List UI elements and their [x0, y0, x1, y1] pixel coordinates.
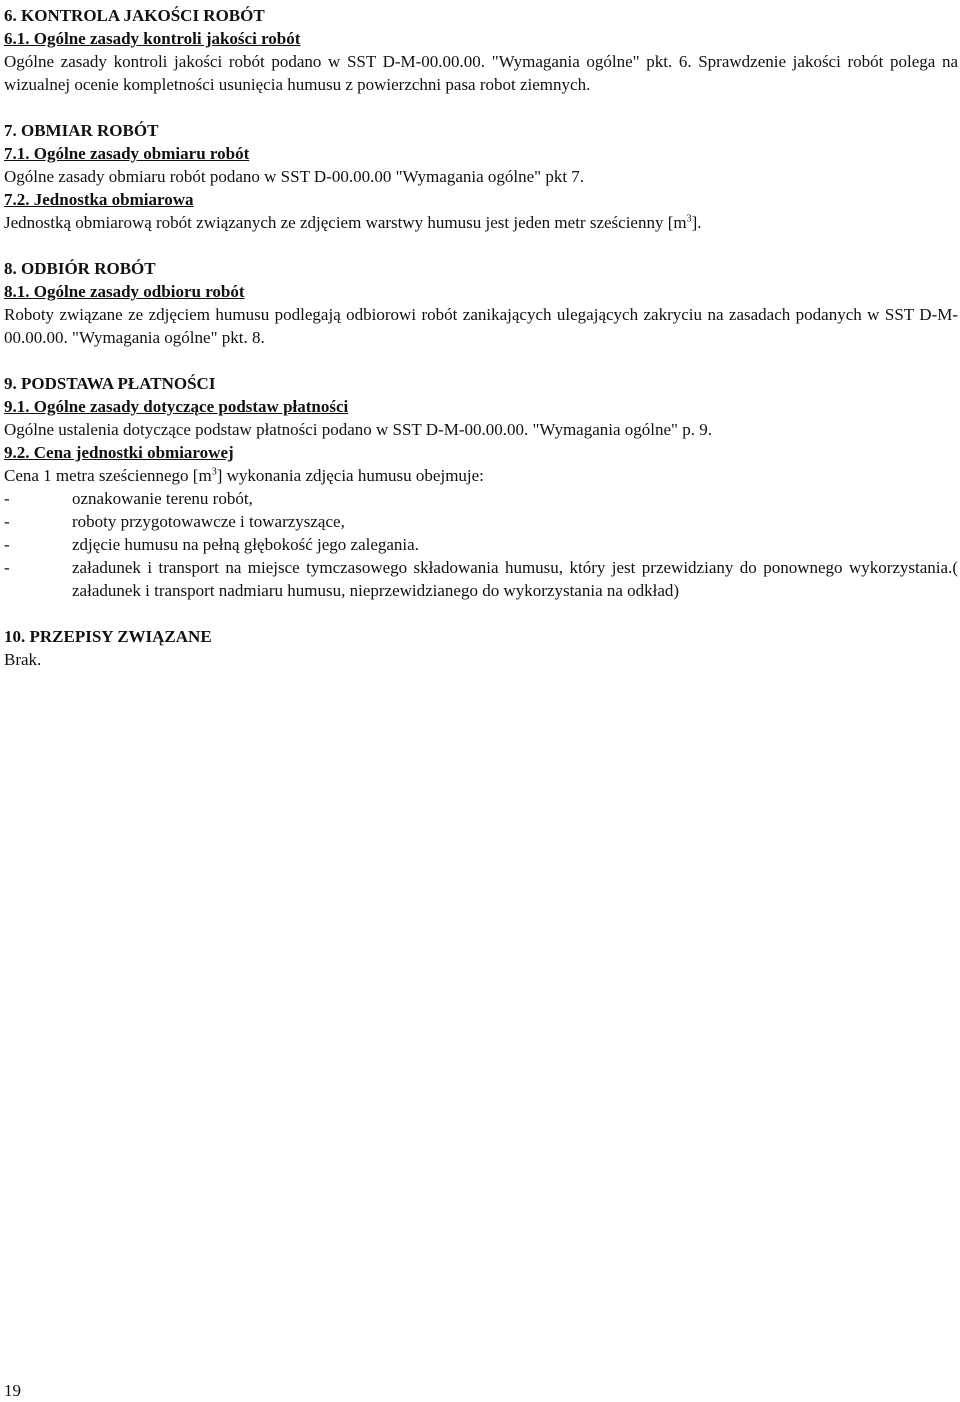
section-9-1-text: Ogólne ustalenia dotyczące podstaw płatności podano w SST D-M-00.00.00. "Wymagania ogólne" p. 9. [4, 420, 712, 439]
spacer [4, 96, 958, 119]
list-item-text: roboty przygotowawcze i towarzyszące, [72, 512, 345, 531]
section-8-1-text: Roboty związane ze zdjęciem humusu podlegają odbiorowi robót zanikających ulegających zakryciu na zasadach podanych w SST D-M-00.00.00. "Wymagania ogólne" pkt. 8. [4, 305, 958, 347]
list-item-text: zdjęcie humusu na pełną głębokość jego zalegania. [72, 535, 419, 554]
section-9-heading: 9. PODSTAWA PŁATNOŚCI [4, 374, 216, 393]
spacer [4, 234, 958, 257]
section-6-1-heading: 6.1. Ogólne zasady kontroli jakości robót [4, 29, 301, 48]
section-7-2-text-end: ]. [691, 213, 702, 232]
section-10-text: Brak. [4, 650, 42, 669]
section-6-1-text: Ogólne zasady kontroli jakości robót podano w SST D-M-00.00.00. "Wymagania ogólne" pkt. 6. Sprawdzenie jakości robót polega na wizualnej ocenie kompletności usunięcia humusu z powierzchni pasa robot ziemnych. [4, 52, 958, 94]
section-7-2-text-main: Jednostką obmiarową robót związanych ze zdjęciem warstwy humusu jest jeden metr sześcienny [m [4, 213, 687, 232]
section-6-heading: 6. KONTROLA JAKOŚCI ROBÓT [4, 6, 265, 25]
list-dash: - [4, 558, 10, 577]
section-7-heading: 7. OBMIAR ROBÓT [4, 121, 159, 140]
section-8-heading: 8. ODBIÓR ROBÓT [4, 259, 156, 278]
section-7-1-heading: 7.1. Ogólne zasady obmiaru robót [4, 144, 250, 163]
list-item [4, 510, 958, 533]
cubic-superscript: 3 [686, 213, 692, 225]
section-9-2-heading: 9.2. Cena jednostki obmiarowej [4, 443, 234, 462]
list-item-text: oznakowanie terenu robót, [72, 489, 253, 508]
list-dash: - [4, 535, 10, 554]
price-components-list [4, 487, 958, 602]
section-10-heading: 10. PRZEPISY ZWIĄZANE [4, 627, 212, 646]
section-7-2-text [4, 211, 958, 234]
section-9-1-heading: 9.1. Ogólne zasady dotyczące podstaw płatności [4, 397, 349, 416]
list-dash: - [4, 512, 10, 531]
section-8-1-heading: 8.1. Ogólne zasady odbioru robót [4, 282, 245, 301]
list-item [4, 533, 958, 556]
list-dash: - [4, 489, 10, 508]
list-item-text: załadunek i transport na miejsce tymczasowego składowania humusu, który jest przewidziany do ponownego wykorzystania.( załadunek i transport nadmiaru humusu, nieprzewidzianego do wykorzystania na odkład) [72, 558, 958, 600]
section-7-2-heading: 7.2. Jednostka obmiarowa [4, 190, 194, 209]
cubic-superscript: 3 [211, 466, 217, 478]
spacer [4, 349, 958, 372]
page-number: 19 [4, 1381, 21, 1400]
section-9-2-intro [4, 464, 958, 487]
document-page [4, 4, 958, 671]
list-item [4, 487, 958, 510]
section-7-1-text: Ogólne zasady obmiaru robót podano w SST D-00.00.00 "Wymagania ogólne" pkt 7. [4, 167, 585, 186]
list-item [4, 556, 958, 602]
section-9-2-intro-main: Cena 1 metra sześciennego [m [4, 466, 212, 485]
spacer [4, 602, 958, 625]
section-9-2-intro-end: ] wykonania zdjęcia humusu obejmuje: [216, 466, 484, 485]
